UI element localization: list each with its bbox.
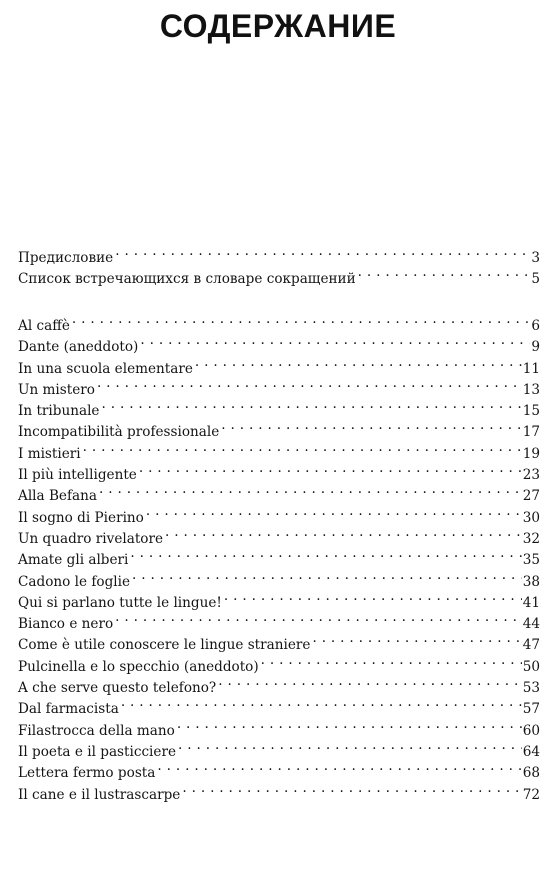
toc-entry xyxy=(18,373,540,398)
entry-page-number: 15 xyxy=(522,403,540,420)
entry-page-number: 11 xyxy=(522,360,540,377)
entry-page-number: 9 xyxy=(531,339,540,356)
dot-leader xyxy=(83,437,522,458)
toc-entry xyxy=(18,437,540,462)
entry-title: Il cane e il lustrascarpe xyxy=(18,786,181,803)
dot-leader xyxy=(139,458,522,479)
entry-page-number: 30 xyxy=(522,509,540,526)
toc-entry xyxy=(18,309,540,334)
entry-title: Un mistero xyxy=(18,381,95,398)
entry-page-number: 41 xyxy=(522,594,540,611)
entry-page-number: 60 xyxy=(522,722,540,739)
entry-page-number: 38 xyxy=(522,573,540,590)
entry-page-number: 72 xyxy=(522,786,540,803)
entry-page-number: 19 xyxy=(522,445,540,462)
dot-leader xyxy=(115,241,530,262)
entry-title: Il più intelligente xyxy=(18,467,137,484)
toc-entry xyxy=(18,330,540,356)
dot-leader xyxy=(177,714,522,735)
dot-leader xyxy=(115,607,522,628)
entry-page-number: 35 xyxy=(522,552,540,569)
entry-title: Amate gli alberi xyxy=(18,552,129,569)
dot-leader xyxy=(178,735,522,756)
dot-leader xyxy=(130,543,521,564)
entry-page-number: 44 xyxy=(522,616,540,633)
dot-leader xyxy=(221,415,521,436)
entry-title: Incompatibilità professionale xyxy=(18,424,220,441)
entry-title: I mistieri xyxy=(18,445,81,462)
entry-title: Bianco e nero xyxy=(18,616,114,633)
dot-leader xyxy=(72,309,530,330)
dot-leader xyxy=(157,756,521,777)
dot-leader xyxy=(224,586,522,607)
dot-leader xyxy=(121,692,522,713)
dot-leader xyxy=(132,565,522,586)
entry-title: In tribunale xyxy=(18,403,100,420)
entry-title: Al caffè xyxy=(18,318,70,334)
entry-page-number: 47 xyxy=(522,637,540,654)
front-matter-list xyxy=(18,241,540,287)
entry-page-number: 5 xyxy=(531,271,540,287)
entry-title: Предисловие xyxy=(18,250,114,266)
entry-page-number: 17 xyxy=(522,424,540,441)
entry-title: Pulcinella e lo specchio (aneddoto) xyxy=(18,658,259,675)
dot-leader xyxy=(101,394,521,415)
dot-leader xyxy=(312,628,521,649)
dot-leader xyxy=(140,330,530,351)
dot-leader xyxy=(261,650,522,671)
entry-page-number: 27 xyxy=(522,488,540,505)
dot-leader xyxy=(165,522,522,543)
entry-title: Lettera fermo posta xyxy=(18,765,156,782)
entry-page-number: 53 xyxy=(522,680,540,697)
entry-title: Filastrocca della mano xyxy=(18,722,175,739)
entry-title: In una scuola elementare xyxy=(18,360,193,377)
entry-title: Cadono le foglie xyxy=(18,573,131,590)
entry-title: Il poeta e il pasticciere xyxy=(18,743,176,760)
entry-page-number: 57 xyxy=(522,701,540,718)
dot-leader xyxy=(195,352,522,373)
entry-page-number: 6 xyxy=(531,318,540,334)
entry-title: Dal farmacista xyxy=(18,701,119,718)
entry-title: Список встречающихся в словаре сокращений xyxy=(18,271,356,287)
dot-leader xyxy=(358,262,531,283)
entry-page-number: 64 xyxy=(522,743,540,760)
toc-entry xyxy=(18,241,540,266)
entry-page-number: 50 xyxy=(522,658,540,675)
contents-list xyxy=(18,309,540,803)
entry-page-number: 68 xyxy=(522,765,540,782)
entry-page-number: 23 xyxy=(522,467,540,484)
entry-title: Qui si parlano tutte le lingue! xyxy=(18,594,222,611)
entry-title: Un quadro rivelatore xyxy=(18,530,164,547)
entry-page-number: 13 xyxy=(522,381,540,398)
entry-title: A che serve questo telefono? xyxy=(18,680,217,697)
dot-leader xyxy=(218,671,521,692)
entry-title: Dante (aneddoto) xyxy=(18,339,139,356)
dot-leader xyxy=(182,778,521,799)
entry-title: Come è utile conoscere le lingue straniere xyxy=(18,637,311,654)
page-title: СОДЕРЖАНИЕ xyxy=(159,8,397,44)
entry-page-number: 32 xyxy=(522,530,540,547)
dot-leader xyxy=(99,479,522,500)
entry-page-number: 3 xyxy=(531,250,540,266)
toc-entry xyxy=(18,458,540,484)
entry-title: Il sogno di Pierino xyxy=(18,509,144,526)
entry-title: Alla Befana xyxy=(18,488,97,505)
dot-leader xyxy=(97,373,522,394)
dot-leader xyxy=(146,501,522,522)
